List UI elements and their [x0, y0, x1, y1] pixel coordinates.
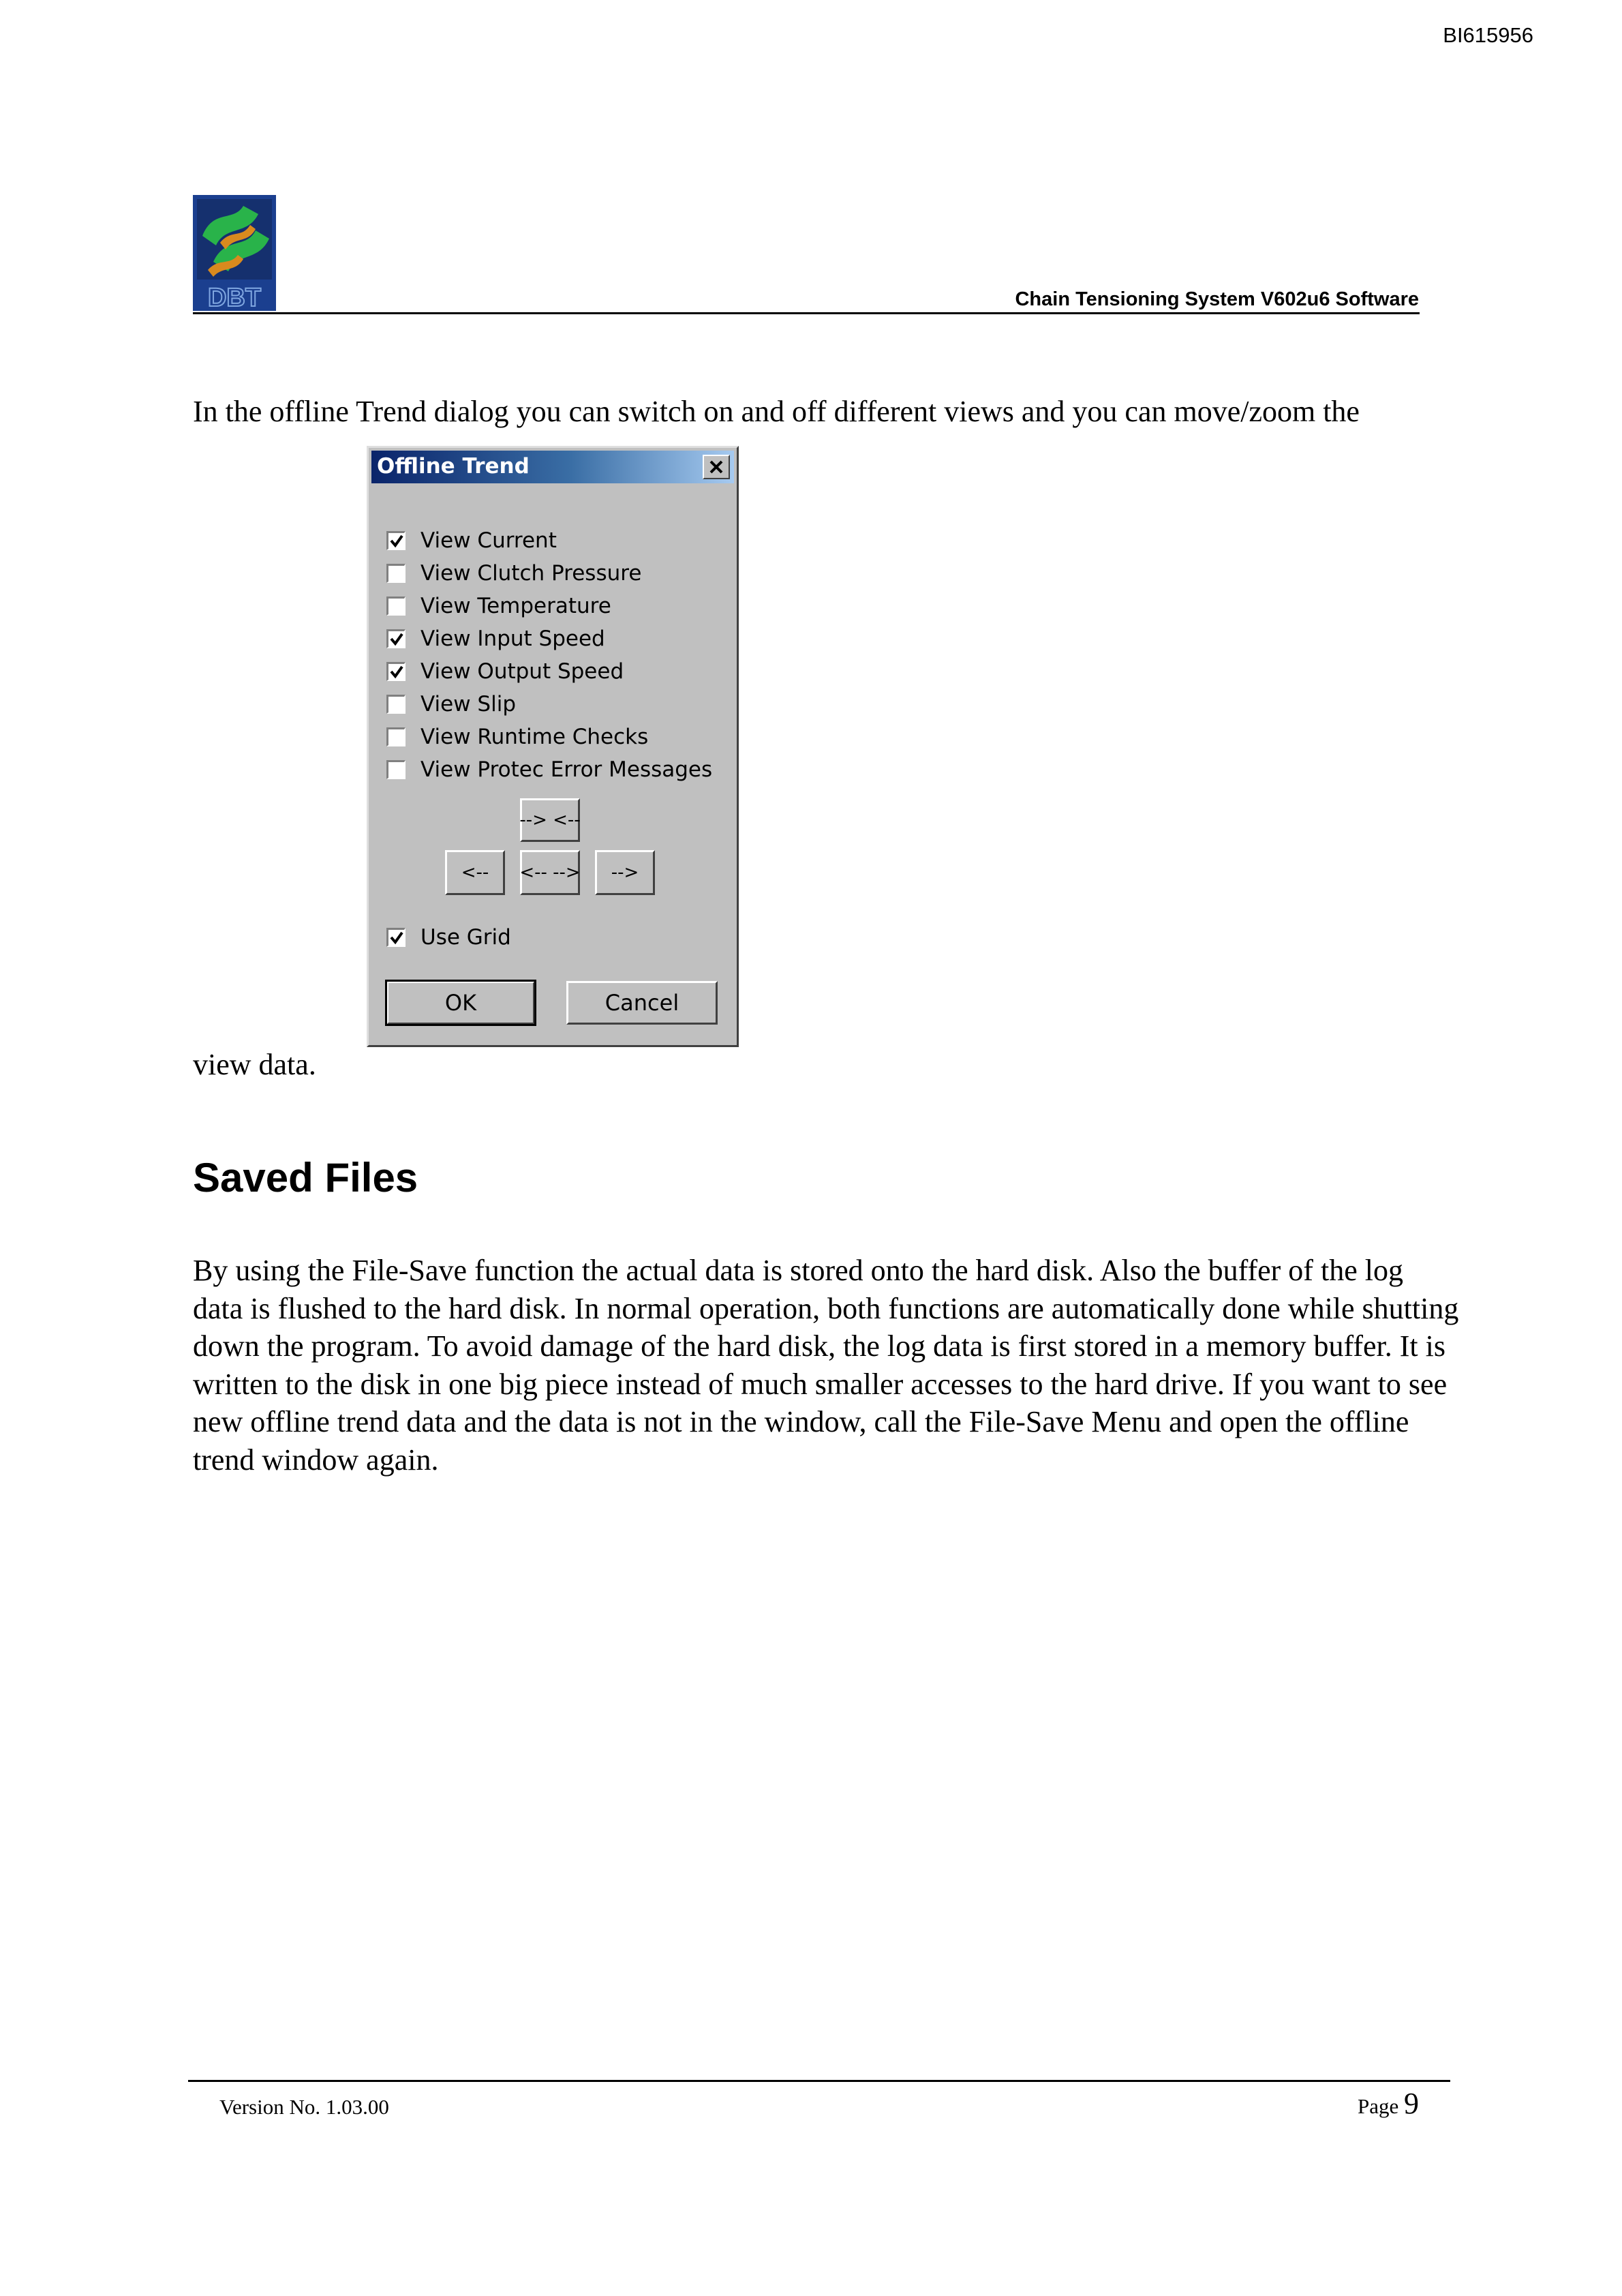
header-divider	[193, 312, 1420, 314]
document-id: BI615956	[1443, 23, 1533, 47]
view-option-label: View Current	[420, 528, 557, 553]
close-button[interactable]	[703, 455, 730, 479]
view-option-row[interactable]	[386, 560, 641, 587]
view-option-label: View Input Speed	[420, 626, 605, 651]
checkmark-icon	[389, 931, 404, 946]
dbt-logo-icon	[193, 195, 276, 311]
section-heading: Saved Files	[193, 1155, 418, 1200]
view-option-checkbox[interactable]	[386, 531, 406, 550]
view-option-row[interactable]	[386, 658, 624, 685]
view-option-row[interactable]	[386, 691, 516, 718]
svg-text:DBT: DBT	[207, 284, 262, 311]
view-option-row[interactable]	[386, 625, 605, 652]
scroll-right-button[interactable]: -->	[595, 850, 655, 895]
page-label: Page	[1357, 2094, 1399, 2118]
dialog-title: Offline Trend	[377, 454, 530, 479]
use-grid-label: Use Grid	[420, 925, 511, 950]
view-option-label: View Runtime Checks	[420, 725, 649, 749]
view-option-row[interactable]	[386, 592, 611, 620]
view-option-checkbox[interactable]	[386, 695, 406, 714]
page-number: 9	[1404, 2087, 1419, 2120]
zoom-in-button[interactable]: --> <--	[520, 798, 580, 842]
view-option-row[interactable]	[386, 723, 648, 751]
dbt-logo	[193, 195, 276, 311]
footer-divider	[188, 2080, 1450, 2082]
view-option-label: View Temperature	[420, 594, 611, 618]
ok-button[interactable]: OK	[386, 981, 535, 1025]
intro-text: In the offline Trend dialog you can switch on and off different views and you can move/zoom the	[193, 395, 1360, 428]
checkmark-icon	[389, 632, 404, 647]
dialog-titlebar[interactable]	[371, 451, 734, 483]
body-paragraph: By using the File-Save function the actual data is stored onto the hard disk. Also the buffer of the log data is flushed to the hard disk. In normal operation, both functions are automatically done while shutting down the program. To avoid damage of the hard disk, the log data is first stored in a memory buffer. It is written to the disk in one big piece instead of much smaller accesses to the hard drive. If you want to see new offline trend data and the data is not in the window, call the File-Save Menu and open the offline trend window again.	[193, 1254, 1459, 1477]
view-option-checkbox[interactable]	[386, 596, 406, 616]
intro-text-continued: view data.	[193, 1048, 316, 1081]
use-grid-checkbox-row[interactable]	[386, 924, 511, 951]
view-option-checkbox[interactable]	[386, 629, 406, 648]
view-option-checkbox[interactable]	[386, 662, 406, 681]
view-option-checkbox[interactable]	[386, 760, 406, 779]
view-option-row[interactable]	[386, 756, 712, 783]
use-grid-checkbox[interactable]	[386, 928, 406, 947]
header-title: Chain Tensioning System V602u6 Software	[1015, 288, 1419, 310]
view-option-row[interactable]	[386, 527, 557, 554]
view-option-label: View Output Speed	[420, 659, 624, 684]
view-option-label: View Clutch Pressure	[420, 561, 642, 586]
footer-page	[1358, 2086, 1419, 2121]
view-option-checkbox[interactable]	[386, 564, 406, 583]
zoom-out-button[interactable]: <-- -->	[520, 850, 580, 895]
checkmark-icon	[389, 665, 404, 680]
view-option-label: View Slip	[420, 692, 516, 716]
checkmark-icon	[389, 534, 404, 549]
offline-trend-dialog	[367, 446, 739, 1047]
scroll-left-button[interactable]: <--	[445, 850, 505, 895]
cancel-button[interactable]: Cancel	[566, 981, 718, 1025]
footer-version: Version No. 1.03.00	[219, 2095, 389, 2119]
close-icon	[709, 460, 724, 474]
view-option-checkbox[interactable]	[386, 727, 406, 746]
view-option-label: View Protec Error Messages	[420, 757, 713, 782]
